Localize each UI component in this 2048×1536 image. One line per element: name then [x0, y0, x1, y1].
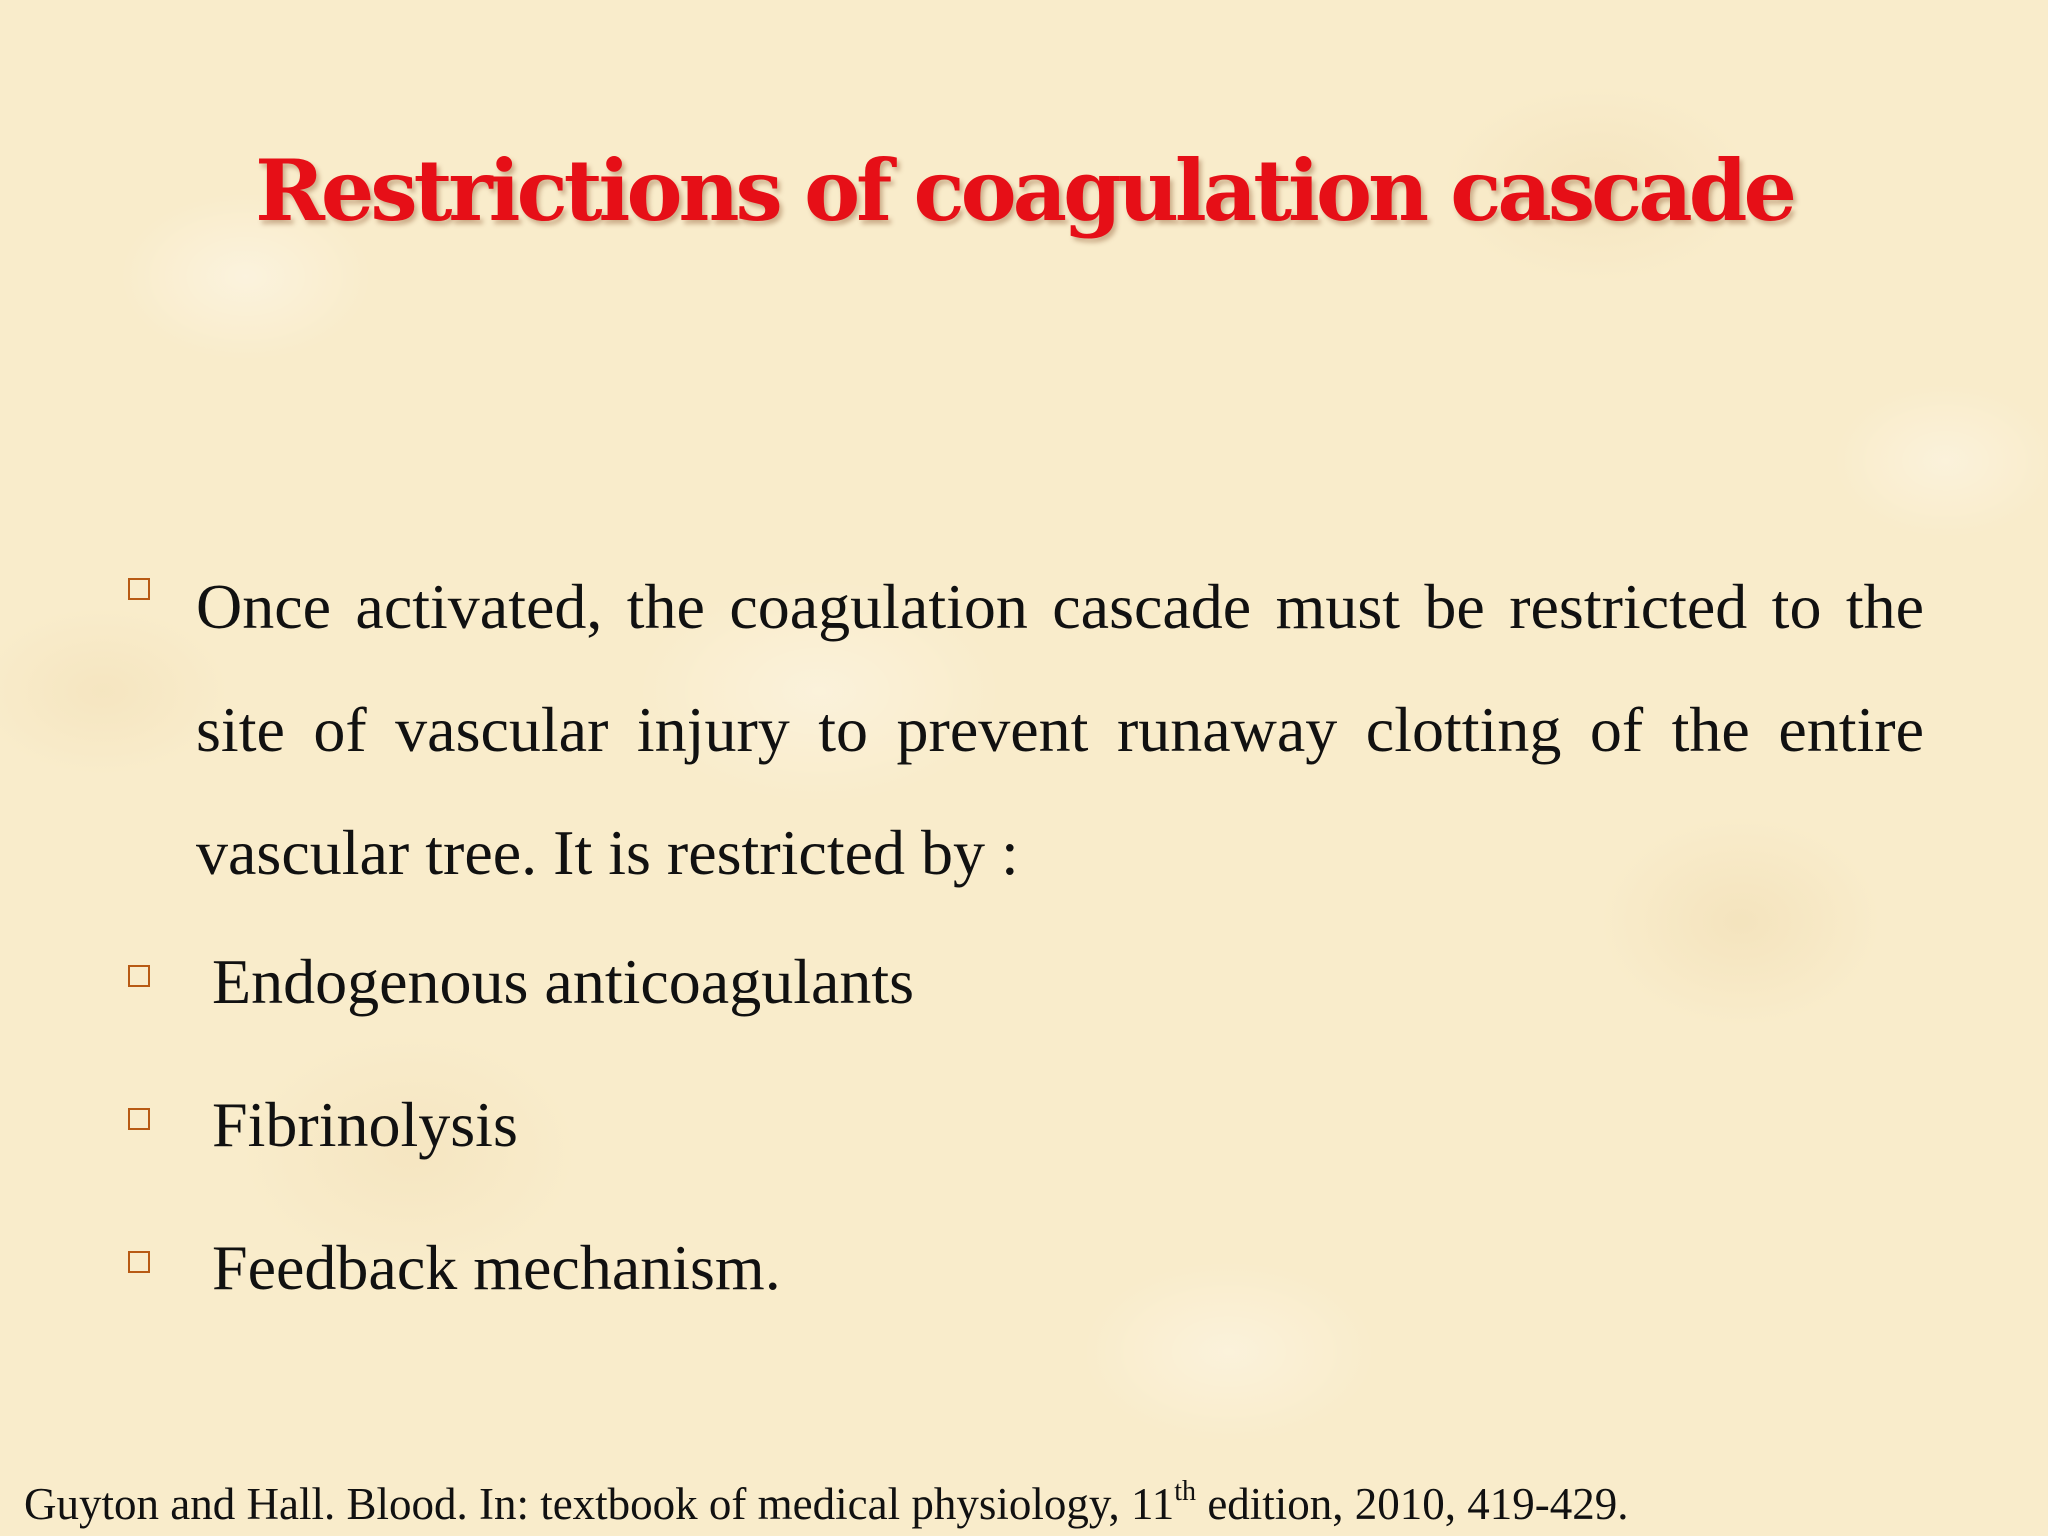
bullet-square-icon: [128, 578, 150, 600]
bullet-square-icon: [128, 1251, 150, 1273]
bullet-square-icon: [128, 965, 150, 987]
list-item-text: Endogenous anticoagulants: [212, 946, 915, 1017]
intro-paragraph: Once activated, the coagulation cascade must be restricted to the site of vascular injury to prevent runaway clotting of the entire vascular tree. It is restricted by :: [196, 571, 1924, 888]
list-item-text: Fibrinolysis: [212, 1089, 518, 1160]
citation-superscript: th: [1174, 1476, 1197, 1507]
citation-text: Guyton and Hall. Blood. In: textbook of medical physiology, 11: [24, 1479, 1175, 1529]
slide-title: Restrictions of coagulation cascade: [255, 141, 1793, 240]
list-item-text: Feedback mechanism.: [212, 1232, 781, 1303]
bullet-square-icon: [128, 1108, 150, 1130]
citation: [24, 1476, 1629, 1529]
citation-text-end: edition, 2010, 419-429.: [1196, 1479, 1629, 1529]
